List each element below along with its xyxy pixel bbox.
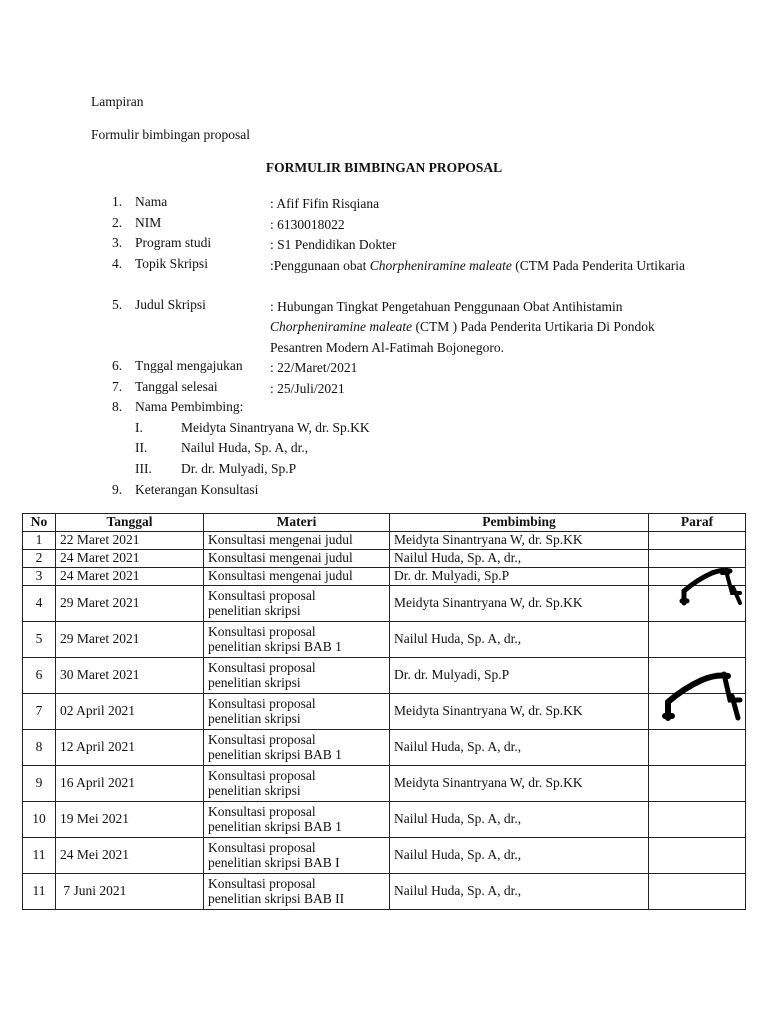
cell-paraf (649, 838, 746, 874)
cell-paraf (649, 532, 746, 550)
item-value: : S1 Pendidikan Dokter (270, 237, 397, 252)
value-text: :Penggunaan obat (270, 257, 370, 273)
item-number: 1. (112, 194, 123, 209)
pembimbing-name: Meidyta Sinantryana W, dr. Sp.KK (181, 419, 370, 435)
item-label: Program studi (135, 235, 212, 250)
cell-materi (204, 730, 390, 766)
cell-pembimbing: Meidyta Sinantryana W, dr. Sp.KK (390, 532, 649, 550)
item-number: 4. (112, 255, 123, 271)
materi-line: penelitian skripsi (208, 782, 301, 798)
table-row (23, 802, 746, 838)
cell-pembimbing: Nailul Huda, Sp. A, dr., (390, 802, 649, 838)
item-value: : 25/Juli/2021 (270, 380, 345, 396)
cell-tanggal: 29 Maret 2021 (56, 586, 204, 622)
header-no: No (23, 514, 56, 532)
item-value: : 22/Maret/2021 (270, 360, 358, 375)
header-paraf: Paraf (649, 514, 746, 532)
cell-materi (204, 586, 390, 622)
value-text: (CTM Pada Penderita Urtikaria (511, 257, 686, 273)
cell-no: 10 (23, 802, 56, 838)
materi-line: penelitian skripsi BAB 1 (208, 638, 342, 654)
cell-no: 8 (23, 730, 56, 766)
table-row (23, 838, 746, 874)
cell-tanggal: 24 Maret 2021 (56, 550, 204, 568)
table-row (23, 532, 746, 550)
cell-paraf (649, 802, 746, 838)
materi-line: Konsultasi proposal (208, 624, 316, 639)
item-label: Topik Skripsi (135, 255, 208, 271)
item-value: : Afif Fifin Risqiana (270, 196, 380, 211)
header-tanggal: Tanggal (56, 514, 204, 532)
cell-pembimbing: Nailul Huda, Sp. A, dr., (390, 550, 649, 568)
cell-pembimbing: Meidyta Sinantryana W, dr. Sp.KK (390, 586, 649, 622)
table-row (23, 550, 746, 568)
cell-no: 5 (23, 622, 56, 658)
form-subtitle: Formulir bimbingan proposal (91, 127, 250, 142)
cell-materi (204, 766, 390, 802)
cell-materi (204, 568, 390, 586)
cell-paraf (649, 730, 746, 766)
cell-tanggal: 16 April 2021 (56, 766, 204, 802)
handwritten-signature-icon (660, 668, 744, 722)
roman-numeral: III. (135, 460, 152, 476)
value-italic: Chorpheniramine maleate (270, 319, 413, 334)
cell-materi (204, 694, 390, 730)
item-value (270, 297, 690, 359)
item-label: Judul Skripsi (135, 296, 206, 312)
value-text: (CTM ) Pada Penderita Urtikaria Di Pondok Pesantren Modern Al-Fatimah Bojonegoro. (270, 319, 655, 355)
cell-tanggal: 12 April 2021 (56, 730, 204, 766)
item-label: Tanggal selesai (135, 378, 218, 394)
item-number: 9. (112, 481, 123, 497)
cell-paraf (649, 622, 746, 658)
materi-line: penelitian skripsi BAB 1 (208, 746, 342, 762)
cell-pembimbing: Nailul Huda, Sp. A, dr., (390, 730, 649, 766)
page-title: FORMULIR BIMBINGAN PROPOSAL (265, 160, 503, 175)
cell-paraf (649, 766, 746, 802)
table-row (23, 568, 746, 586)
materi-line: Konsultasi proposal (208, 840, 316, 855)
header-materi: Materi (204, 514, 390, 532)
table-row (23, 622, 746, 658)
cell-tanggal: 30 Maret 2021 (56, 658, 204, 694)
materi-line: Konsultasi mengenai judul (208, 550, 353, 566)
materi-line: Konsultasi mengenai judul (208, 568, 353, 584)
table-row (23, 766, 746, 802)
materi-line: Konsultasi proposal (208, 732, 316, 747)
table-row (23, 658, 746, 694)
cell-no: 9 (23, 766, 56, 802)
table-row (23, 730, 746, 766)
materi-line: Konsultasi proposal (208, 804, 316, 819)
materi-line: Konsultasi proposal (208, 660, 316, 675)
table-row (23, 694, 746, 730)
materi-line: penelitian skripsi BAB 1 (208, 818, 342, 834)
cell-pembimbing: Dr. dr. Mulyadi, Sp.P (390, 658, 649, 694)
materi-line: Konsultasi proposal (208, 696, 316, 711)
item-label: NIM (135, 214, 162, 230)
materi-line: penelitian skripsi BAB I (208, 854, 340, 870)
cell-tanggal: 19 Mei 2021 (56, 802, 204, 838)
cell-no: 11 (23, 874, 56, 910)
item-label: Tnggal mengajukan (135, 358, 243, 373)
materi-line: penelitian skripsi BAB II (208, 890, 345, 906)
item-number: 8. (112, 399, 123, 414)
materi-line: Konsultasi proposal (208, 876, 316, 891)
item-number: 5. (112, 296, 123, 312)
cell-pembimbing: Nailul Huda, Sp. A, dr., (390, 874, 649, 910)
pembimbing-name: Nailul Huda, Sp. A, dr., (181, 440, 309, 455)
cell-materi (204, 838, 390, 874)
cell-tanggal: 24 Mei 2021 (56, 838, 204, 874)
cell-pembimbing: Nailul Huda, Sp. A, dr., (390, 622, 649, 658)
cell-no: 7 (23, 694, 56, 730)
item-label: Nama Pembimbing: (135, 399, 244, 414)
materi-line: Konsultasi proposal (208, 768, 316, 783)
roman-numeral: II. (135, 440, 148, 455)
cell-tanggal: 24 Maret 2021 (56, 568, 204, 586)
item-label: Nama (135, 194, 168, 209)
item-label: Keterangan Konsultasi (135, 481, 259, 497)
item-number: 3. (112, 235, 123, 250)
cell-no: 2 (23, 550, 56, 568)
cell-no: 1 (23, 532, 56, 550)
cell-tanggal: 02 April 2021 (56, 694, 204, 730)
item-number: 2. (112, 214, 123, 230)
cell-materi (204, 658, 390, 694)
materi-line: penelitian skripsi (208, 602, 301, 618)
item-value: : 6130018022 (270, 216, 345, 232)
cell-pembimbing: Dr. dr. Mulyadi, Sp.P (390, 568, 649, 586)
value-text: : Hubungan Tingkat Pengetahuan Penggunaan Obat Antihistamin (270, 298, 623, 314)
cell-materi (204, 550, 390, 568)
table-row (23, 874, 746, 910)
cell-no: 4 (23, 586, 56, 622)
cell-pembimbing: Nailul Huda, Sp. A, dr., (390, 838, 649, 874)
cell-paraf (649, 874, 746, 910)
roman-numeral: I. (135, 419, 143, 435)
cell-pembimbing: Meidyta Sinantryana W, dr. Sp.KK (390, 766, 649, 802)
table-row (23, 586, 746, 622)
cell-pembimbing: Meidyta Sinantryana W, dr. Sp.KK (390, 694, 649, 730)
value-italic: Chorpheniramine maleate (369, 257, 512, 273)
cell-materi (204, 874, 390, 910)
cell-no: 3 (23, 568, 56, 586)
cell-no: 6 (23, 658, 56, 694)
cell-materi (204, 532, 390, 550)
cell-tanggal: 22 Maret 2021 (56, 532, 204, 550)
handwritten-signature-icon (676, 565, 746, 607)
item-number: 7. (112, 378, 123, 394)
item-number: 6. (112, 358, 123, 373)
cell-tanggal: 7 Juni 2021 (56, 874, 204, 910)
materi-line: penelitian skripsi (208, 674, 301, 690)
table-header-row (23, 514, 746, 532)
header-pembimbing: Pembimbing (390, 514, 649, 532)
consultation-table (22, 513, 746, 910)
materi-line: penelitian skripsi (208, 710, 301, 726)
lampiran-label: Lampiran (91, 94, 144, 109)
materi-line: Konsultasi proposal (208, 588, 316, 603)
cell-tanggal: 29 Maret 2021 (56, 622, 204, 658)
pembimbing-name: Dr. dr. Mulyadi, Sp.P (181, 460, 297, 476)
item-value (270, 256, 690, 277)
cell-materi (204, 622, 390, 658)
cell-no: 11 (23, 838, 56, 874)
cell-materi (204, 802, 390, 838)
materi-line: Konsultasi mengenai judul (208, 532, 353, 548)
